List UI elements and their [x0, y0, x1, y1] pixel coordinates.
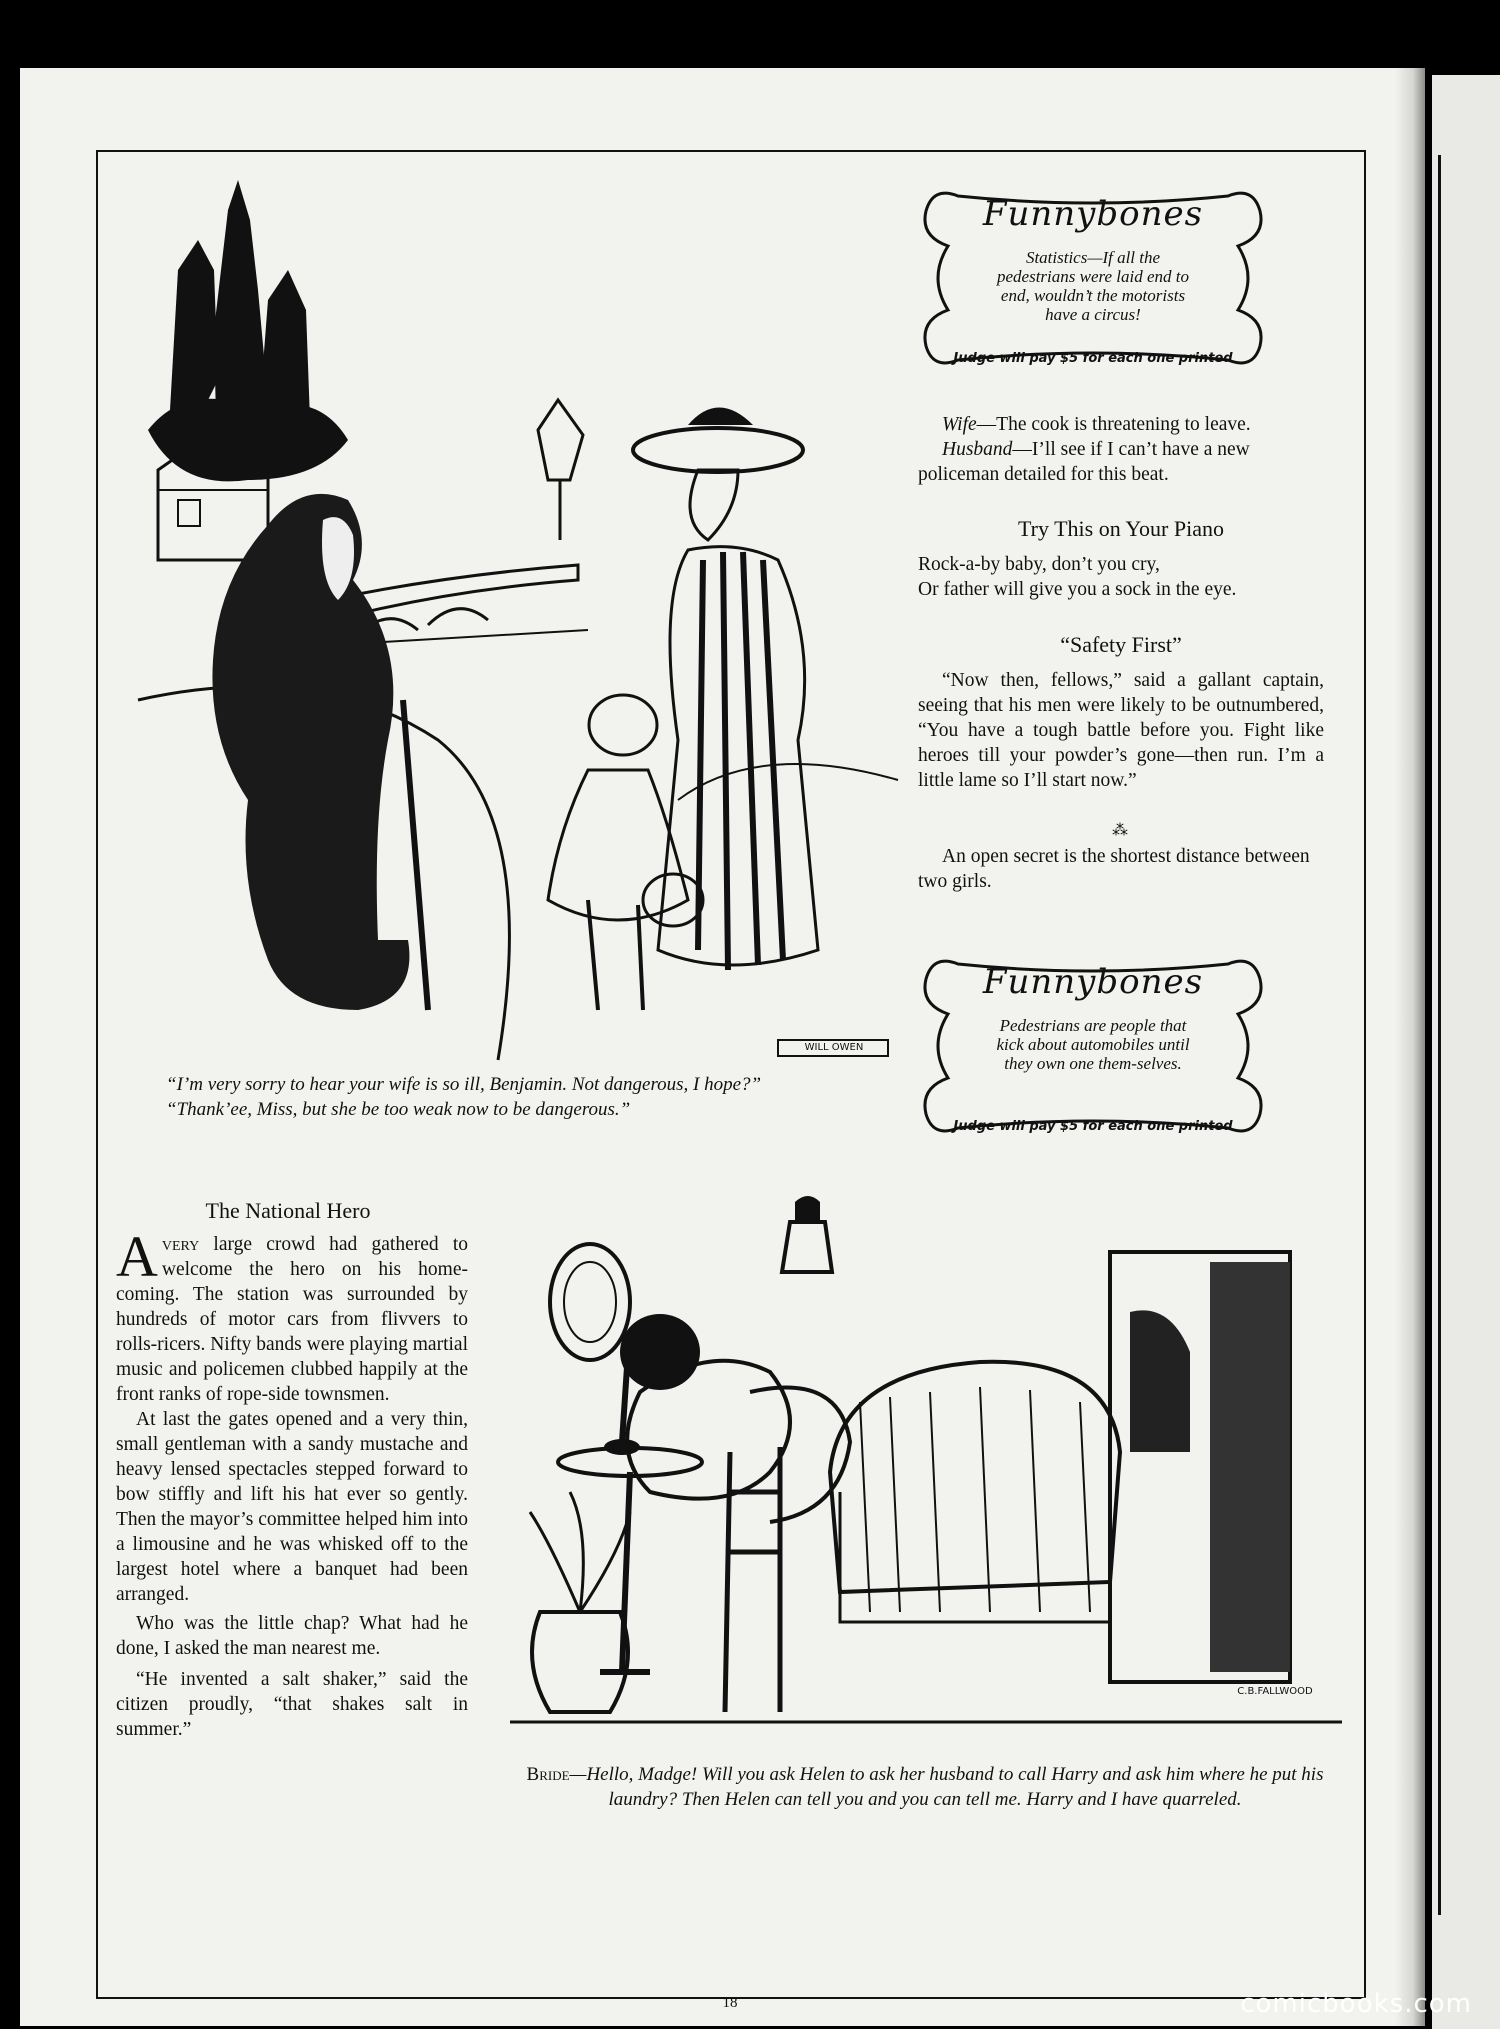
wife-label: Wife [942, 414, 977, 435]
hero-para-1-text: large crowd had gathered to welcome the hero on his home-coming. The station was surrounded by hundreds of motor cars from flivvers to rolls-ricers. Nifty bands were playing martial music and policemen clubbed happily at the front ranks of rope-side townsmen. [116, 1234, 468, 1405]
funnybones-text-2: Pedestrians are people that kick about automobiles until they own one them-selves. [996, 1016, 1190, 1073]
piano-heading: Try This on Your Piano [1017, 516, 1224, 541]
piano-verse [918, 552, 1324, 602]
funnybones-title-1: Funnybones [982, 194, 1204, 234]
hero-story [116, 1224, 468, 1742]
artist-signature-owen: WILL OWEN [804, 1042, 864, 1053]
hero-paragraph-1 [116, 1224, 468, 1407]
cartoon-drawing-bottom [510, 1192, 1342, 1747]
funnybones-footer-1: Judge will pay $5 for each one printed [953, 351, 1233, 366]
safety-heading: “Safety First” [1060, 632, 1182, 657]
illustration-old-man-and-lady [118, 180, 908, 1075]
page-frame [96, 150, 1366, 1999]
hero-paragraph-4: “He invented a salt shaker,” said the citizen proudly, “that shakes salt in summer.” [116, 1669, 468, 1740]
funnybones-footer-2: Judge will pay $5 for each one printed [953, 1119, 1233, 1134]
adjacent-page-edge [1432, 75, 1500, 2029]
hero-heading: The National Hero [205, 1198, 371, 1223]
hero-lead-word: very [161, 1234, 200, 1255]
husband-label: Husband [942, 439, 1013, 460]
wife-line: —The cook is threatening to leave. [976, 414, 1251, 435]
funnybones-box-2 [918, 954, 1268, 1138]
piano-line-1: Rock-a-by baby, don’t you cry, [918, 554, 1160, 575]
cartoon-drawing-top [118, 180, 908, 1075]
caption-line-1: “I’m very sorry to hear your wife is so ill, Benjamin. Not dangerous, I hope?” [166, 1074, 762, 1095]
funnybones-box-1 [918, 186, 1268, 370]
open-secret-joke: An open secret is the shortest distance between two girls. [918, 846, 1310, 892]
funnybones-text-1: Statistics—If all the pedestrians were laid end to end, wouldn’t the motorists have a circus! [996, 248, 1189, 324]
piano-line-2: Or father will give you a sock in the eye. [918, 579, 1237, 600]
husband-line: —I’ll see if I can’t have a new policeman detailed for this beat. [918, 439, 1250, 485]
bride-text: —Hello, Madge! Will you ask Helen to ask her husband to call Harry and ask him where he put his laundry? Then Helen can tell you and you can tell me. Harry and I have quarreled. [569, 1764, 1324, 1810]
bride-label: Bride [526, 1764, 570, 1785]
separator-stars: ⁂ [1112, 822, 1130, 839]
hero-paragraph-2: At last the gates opened and a very thin, small gentleman with a sandy mustache and heavy lensed spectacles stepped forward to bow stiffly and lift his hat ever so gently. Then the mayor’s committee helped him into a limousine and he was whisked off to the largest hotel where a banquet had been arranged. [116, 1409, 468, 1605]
hero-dropcap: A [116, 1224, 158, 1289]
illustration-bride-on-telephone [510, 1192, 1342, 1747]
hero-paragraph-3: Who was the little chap? What had he done, I asked the man nearest me. [116, 1613, 468, 1659]
top-cartoon-caption [138, 1072, 898, 1122]
artist-signature-fallwood: C.B.FALLWOOD [1237, 1686, 1313, 1697]
safety-text: “Now then, fellows,” said a gallant captain, seeing that his men were likely to be outnumbered, “You have a tough battle before you. Fight like heroes till your powder’s gone—then run. I’m a little lame so I’ll start now.” [918, 670, 1324, 791]
bride-caption [510, 1762, 1340, 1812]
wife-husband-joke [918, 412, 1324, 487]
site-watermark: comicbooks.com [1240, 1989, 1472, 2019]
caption-line-2: “Thank’ee, Miss, but she be too weak now to be dangerous.” [166, 1099, 631, 1120]
page-spine [1395, 68, 1425, 2026]
page-number: 18 [722, 1995, 738, 2011]
funnybones-title-2: Funnybones [982, 962, 1204, 1002]
